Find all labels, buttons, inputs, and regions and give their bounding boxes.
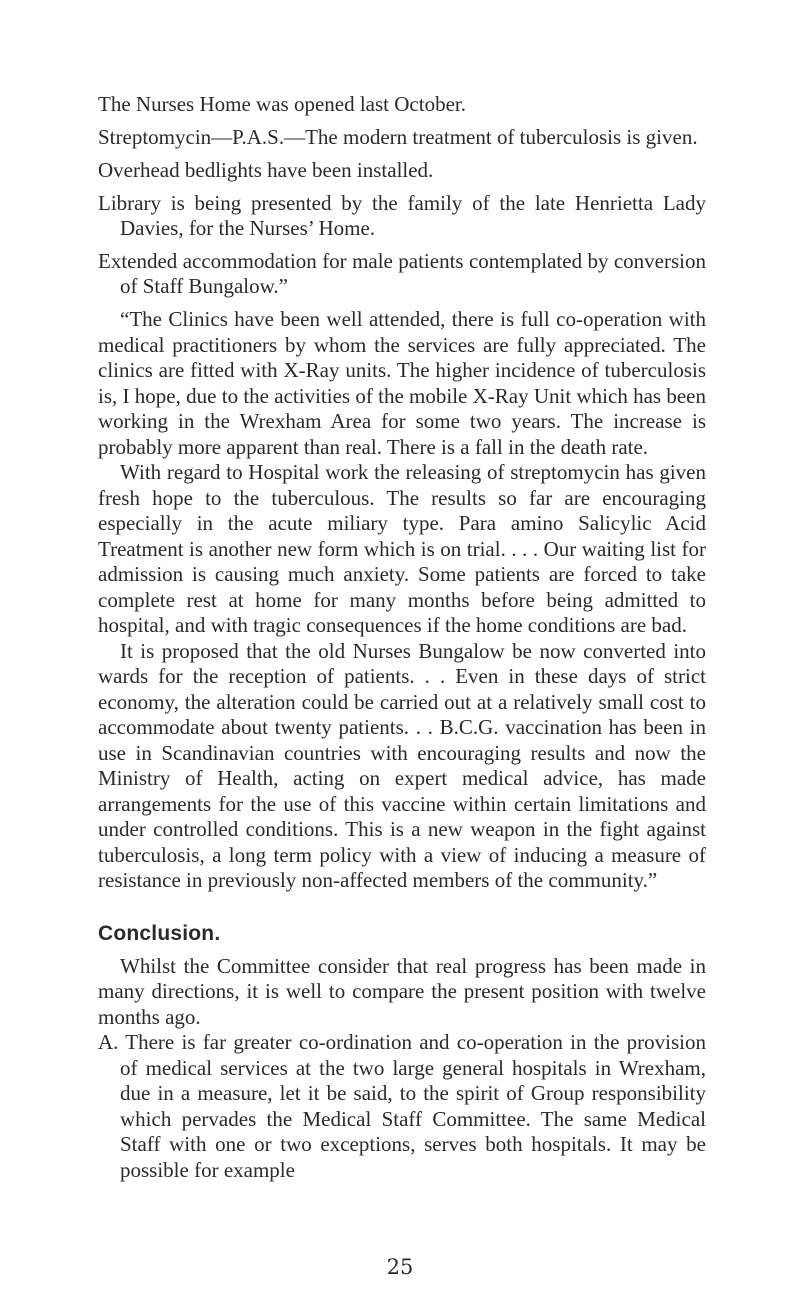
paragraph-clinics: “The Clinics have been well attended, there is full co-operation with medical practitioners by whom the services are fully appreciated. The clinics are fitted with X-Ray units. The higher incidence of tuberculosis is, I hope, due to the activities of the mobile X-Ray Unit which has been working in the Wrexham Area for some two years. The increase is probably more apparent than real. There is a fall in the death rate. xyxy=(98,307,706,459)
list-item-accommodation: Extended accommodation for male patients contemplated by conversion of Staff Bungalow.” xyxy=(98,249,706,298)
list-item-bedlights: Overhead bedlights have been installed. xyxy=(98,158,434,182)
conclusion-intro: Whilst the Committee consider that real progress has been made in many directions, it is well to compare the present position with twelve months ago. xyxy=(98,953,706,1029)
conclusion-item-a: A. There is far greater co-ordination and co-operation in the provision of medical services at the two large general hospitals in Wrexham, due in a measure, let it be said, to the spirit of Group responsibility which pervades the Medical Staff Committee. The same Medical Staff with one or two exceptions, serves both hospitals. It may be possible for example xyxy=(98,1030,706,1182)
list-item-nurses-home: The Nurses Home was opened last October. xyxy=(98,92,466,116)
paragraph-bungalow-bcg: It is proposed that the old Nurses Bungalow be now converted into wards for the reception of patients. . . Even in these days of strict economy, the alteration could be carried out at a relatively small cost to accommodate about twenty patients. . . B.C.G. vaccination has been in use in Scandinavian countries with encouraging results and now the Ministry of Health, acting on expert medical advice, has made arrangements for the use of this vaccine within certain limitations and under controlled conditions. This is a new weapon in the fight against tuberculosis, a long term policy with a view of inducing a measure of resistance in previously non-affected members of the community.” xyxy=(98,638,706,892)
list-item-library: Library is being presented by the family of the late Henrietta Lady Davies, for the Nurses’ Home. xyxy=(98,191,706,240)
conclusion-heading: Conclusion. xyxy=(98,921,221,945)
list-item-streptomycin: Streptomycin—P.A.S.—The modern treatment of tuberculosis is given. xyxy=(98,125,698,149)
paragraph-hospital-work: With regard to Hospital work the releasing of streptomycin has given fresh hope to the tuberculous. The results so far are encouraging especially in the acute miliary type. Para amino Salicylic Acid Treatment is another new form which is on trial. . . . Our waiting list for admission is causing much anxiety. Some patients are forced to take complete rest at home for many months before being admitted to hospital, and with tragic consequences if the home conditions are bad. xyxy=(98,460,706,637)
page-number: 25 xyxy=(386,1255,414,1279)
document-page xyxy=(98,92,706,1183)
